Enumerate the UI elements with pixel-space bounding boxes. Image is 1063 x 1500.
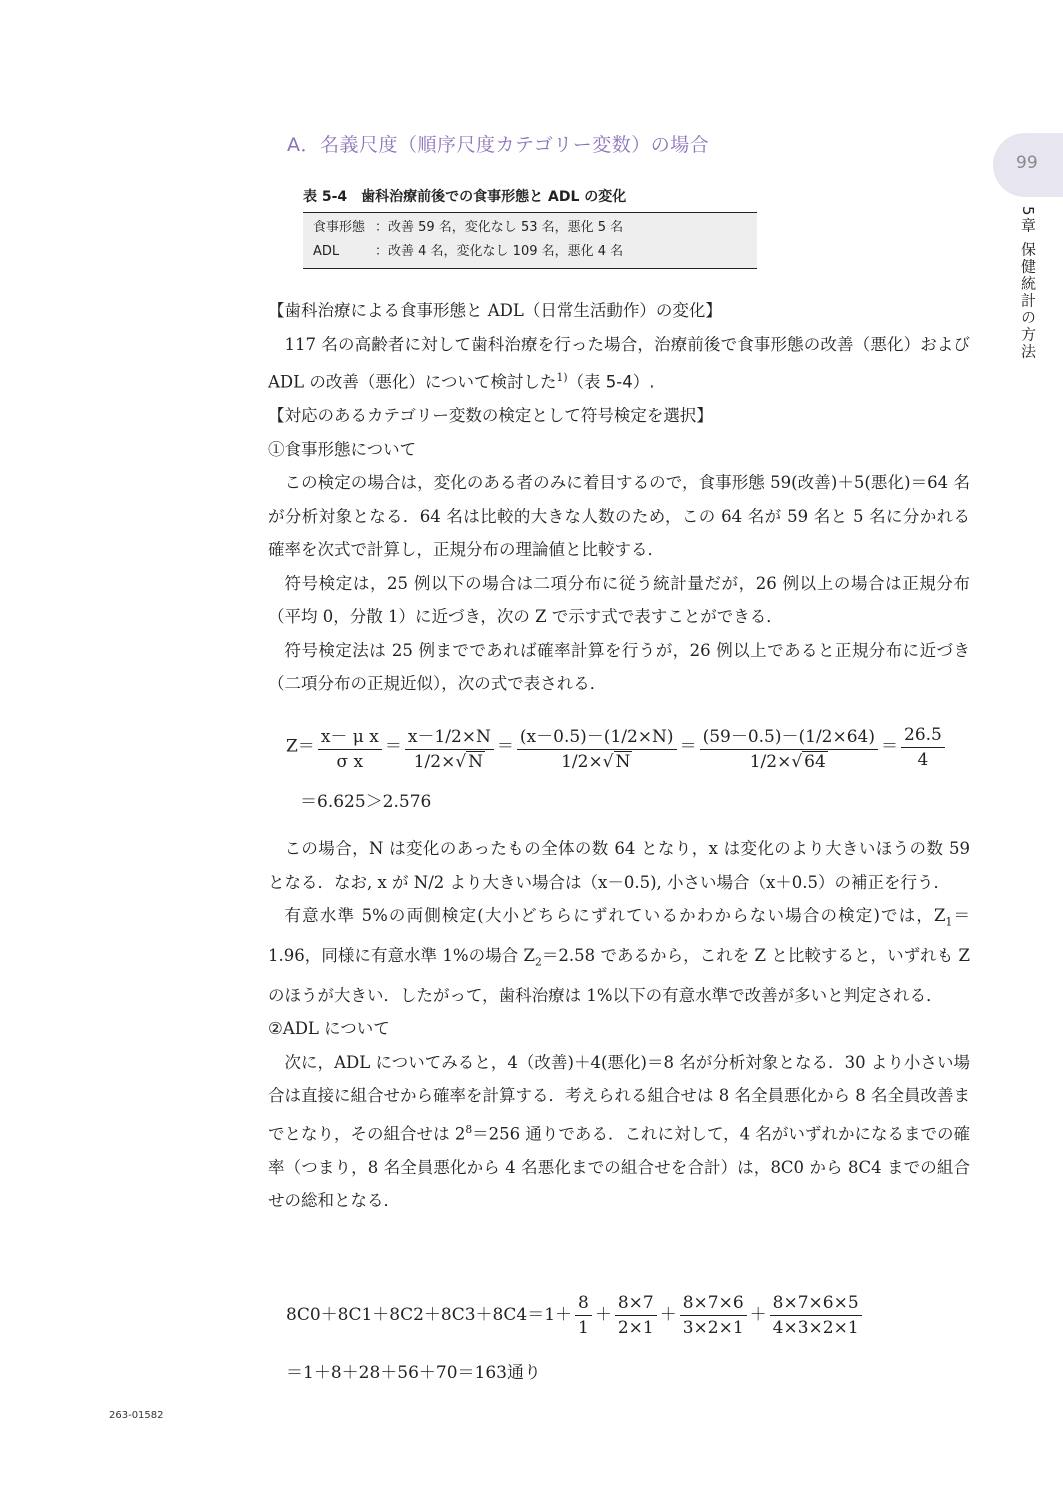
formula-text: Z＝ (286, 736, 315, 757)
formula-text: ＝ (679, 736, 697, 757)
section-heading: A．名義尺度（順序尺度カテゴリー変数）の場合 (287, 134, 710, 156)
paragraph-text: までの組合せの総和となる． (268, 1157, 970, 1211)
table-row-label: 食事形態 (313, 220, 366, 235)
numerator: x－1/2×N (405, 722, 494, 750)
subscript: 2 (534, 955, 542, 969)
formula-text: ＝ (881, 736, 898, 757)
paragraph-text: から (804, 1157, 849, 1177)
z-result: ＝6.625＞2.576 (300, 792, 432, 812)
page-number: 99 (1016, 153, 1038, 173)
paragraph-text: ＝1.96，同様に有意水準 1%の場合 Z (268, 906, 971, 965)
paragraph-text: 有意水準 5%の両側検定(大小どちらにずれているかわからない場合の検定)では，Z (284, 906, 946, 925)
subscript: 1 (945, 915, 953, 929)
formula-text: 8C0＋8C1＋8C2＋8C3＋8C4＝1＋ (286, 1305, 573, 1325)
paragraph (268, 328, 970, 400)
paragraph: この場合，N は変化のあったもの全体の数 64 となり，x は変化のより大きいほうの数 59 となる．なお, x が N/2 より大きい場合は（x－0.5), 小さい場合（x＋0.5）の補正を行う． (268, 839, 970, 892)
numerator: (59－0.5)－(1/2×64) (700, 722, 878, 750)
numerator: 8 (575, 1293, 592, 1316)
formula-text: ＋ (659, 1305, 677, 1325)
footnote-ref: 1) (556, 371, 568, 384)
radicand: 64 (804, 752, 826, 772)
numerator: (x－0.5)－(1/2×N) (517, 722, 677, 750)
paragraph-heading: 【対応のあるカテゴリー変数の検定として符号検定を選択】 (268, 406, 713, 425)
numerator: x－ μ x (318, 722, 382, 750)
body-section-2 (268, 832, 970, 1218)
denominator: 4×3×2×1 (772, 1318, 859, 1338)
fraction (405, 722, 494, 772)
denominator: 2×1 (617, 1318, 654, 1338)
table-row (313, 217, 623, 239)
fraction (318, 722, 382, 772)
data-table (303, 212, 757, 269)
table-row (313, 241, 623, 263)
formula-text: ＋ (749, 1305, 767, 1325)
footer-code: 263-01582 (109, 1410, 164, 1421)
formula-text: 1/2×√ (561, 752, 614, 772)
fraction (575, 1293, 592, 1338)
table-ref: （表 5-4）. (567, 372, 655, 392)
numerator: 8×7×6×5 (770, 1293, 862, 1316)
denominator: 3×2×1 (682, 1318, 744, 1338)
table-row-label: ADL (313, 244, 340, 259)
paragraph-text: ＝256 通りである．これに対して，4 名がいずれかになるまでの確率（つまり，8 名全員悪化から 4 名悪化までの組合せを合計）は， (268, 1124, 970, 1177)
list-item: ①食事形態について (268, 439, 417, 459)
superscript: 8 (465, 1122, 473, 1136)
table-row-value: ：改善 4 名，変化なし 109 名，悪化 4 名 (375, 244, 624, 259)
paragraph (268, 1046, 970, 1218)
formula-text: 1/2×√ (749, 752, 803, 772)
denominator: 4 (917, 749, 929, 770)
denominator (747, 750, 831, 772)
paragraph: この検定の場合は，変化のある者のみに着目するので，食事形態 59(改善)＋5(悪化)＝64 名が分析対象となる．64 名は比較的大きな人数のため，この 64 名が 59 名と 5 名に分かれる確率を次式で計算し，正規分布の理論値と比較する． (268, 473, 970, 559)
paragraph (268, 899, 970, 1012)
combination-symbol: 8C0 (770, 1157, 805, 1177)
paragraph-text: ＝2.58 であるから，これを Z と比較すると，いずれも Z のほうが大きい．したがって，歯科治療は 1%以下の有意水準で改善が多いと判定される． (268, 945, 970, 1005)
fraction (700, 722, 878, 772)
radicand: N (615, 752, 631, 772)
table-caption: 表 5-4 歯科治療前後での食事形態と ADL の変化 (303, 189, 627, 205)
paragraph: 符号検定法は 25 例までであれば確率計算を行うが，26 例以上であると正規分布に近づき（二項分布の正規近似），次の式で表される． (268, 640, 970, 693)
body-section-1 (268, 294, 970, 701)
denominator (411, 750, 488, 772)
paragraph-text: 117 名の高齢者に対して歯科治療を行った場合，治療前後で食事形態の改善（悪化）および ADL の改善（悪化）について検討した (268, 334, 970, 392)
combination-formula (286, 1293, 865, 1338)
numerator: 8×7 (615, 1293, 657, 1316)
denominator: σ x (336, 752, 364, 772)
fraction (680, 1293, 747, 1338)
formula-text: 1/2×√ (413, 752, 467, 772)
fraction (615, 1293, 657, 1338)
radicand: N (468, 752, 484, 772)
fraction (770, 1293, 862, 1338)
numerator: 26.5 (901, 725, 945, 748)
chapter-label: 5章 保健統計の方法 (1019, 206, 1037, 361)
paragraph-text: 次に，ADL についてみると，4（改善)＋4(悪化)＝8 名が分析対象となる．30 より小さい場合は直接に組合せから確率を計算する．考えられる組合せは 8 名全員悪化から 8 名全員改善までとなり，その組合せは 2 (268, 1052, 970, 1144)
fraction (517, 722, 677, 772)
numerator: 8×7×6 (680, 1293, 747, 1316)
fraction (901, 725, 945, 770)
combination-result: ＝1＋8＋28＋56＋70＝163通り (286, 1363, 541, 1383)
denominator: 1 (578, 1318, 589, 1338)
formula-text: ＝ (384, 736, 402, 757)
denominator (558, 750, 635, 772)
formula-text: ＋ (594, 1305, 612, 1325)
paragraph-heading: 【歯科治療による食事形態と ADL（日常生活動作）の変化】 (268, 301, 722, 320)
table-row-value: ：改善 59 名，変化なし 53 名，悪化 5 名 (375, 220, 624, 235)
paragraph: 符号検定は，25 例以下の場合は二項分布に従う統計量だが，26 例以上の場合は正規分布（平均 0，分散 1）に近づき，次の Z で示す式で表すことができる． (268, 573, 970, 626)
list-item: ②ADL について (268, 1019, 390, 1039)
combination-symbol: 8C4 (848, 1157, 882, 1177)
formula-text: ＝ (496, 736, 514, 757)
z-formula (286, 722, 948, 772)
